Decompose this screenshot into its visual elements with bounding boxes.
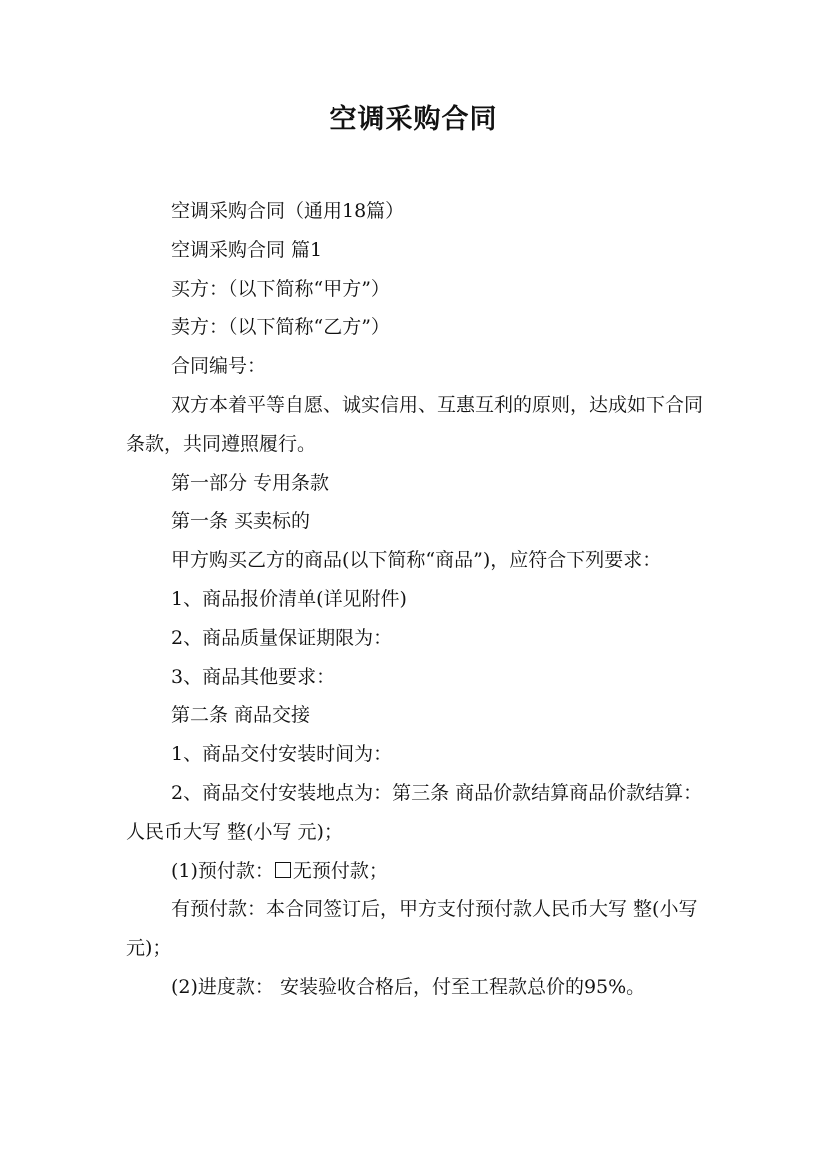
- paragraph-collection-title: 空调采购合同（通用18篇）: [171, 200, 405, 222]
- document-body: [126, 192, 712, 1007]
- paragraph-item-warranty: 2、商品质量保证期限为：: [171, 626, 393, 649]
- paragraph-part-one: 第一部分 专用条款: [171, 471, 330, 494]
- advance-payment-option: 无预付款；: [292, 859, 388, 882]
- document-title: 空调采购合同: [329, 104, 498, 135]
- paragraph-delivery-place: 2、商品交付安装地点为：第三条 商品价款结算商品价款结算：人民币大写 整(小写 元)；: [126, 781, 703, 843]
- paragraph-article-heading: 空调采购合同 篇1: [171, 238, 323, 261]
- paragraph-seller: 卖方：（以下简称“乙方”）: [171, 316, 390, 339]
- paragraph-with-advance: 有预付款：本合同签订后，甲方支付预付款人民币大写 整(小写元)；: [126, 898, 698, 960]
- paragraph-principles: 双方本着平等自愿、诚实信用、互惠互利的原则，达成如下合同条款，共同遵照履行。: [126, 393, 704, 455]
- paragraph-item-price-list: 1、商品报价清单(详见附件): [171, 587, 407, 610]
- checkbox-icon: [275, 862, 291, 878]
- paragraph-contract-number: 合同编号：: [171, 355, 267, 378]
- paragraph-buyer: 买方：（以下简称“甲方”）: [171, 277, 390, 300]
- paragraph-article-two: 第二条 商品交接: [171, 704, 311, 727]
- advance-payment-prefix: (1)预付款：: [171, 859, 274, 882]
- paragraph-advance-payment: [126, 852, 712, 891]
- paragraph-item-other: 3、商品其他要求：: [171, 665, 336, 688]
- paragraph-progress-payment: (2)进度款： 安装验收合格后，付至工程款总价的95%。: [171, 975, 646, 998]
- paragraph-article-one: 第一条 买卖标的: [171, 510, 311, 533]
- paragraph-delivery-time: 1、商品交付安装时间为：: [171, 743, 393, 766]
- paragraph-purchase-requirements: 甲方购买乙方的商品(以下简称“商品”)，应符合下列要求：: [171, 549, 662, 572]
